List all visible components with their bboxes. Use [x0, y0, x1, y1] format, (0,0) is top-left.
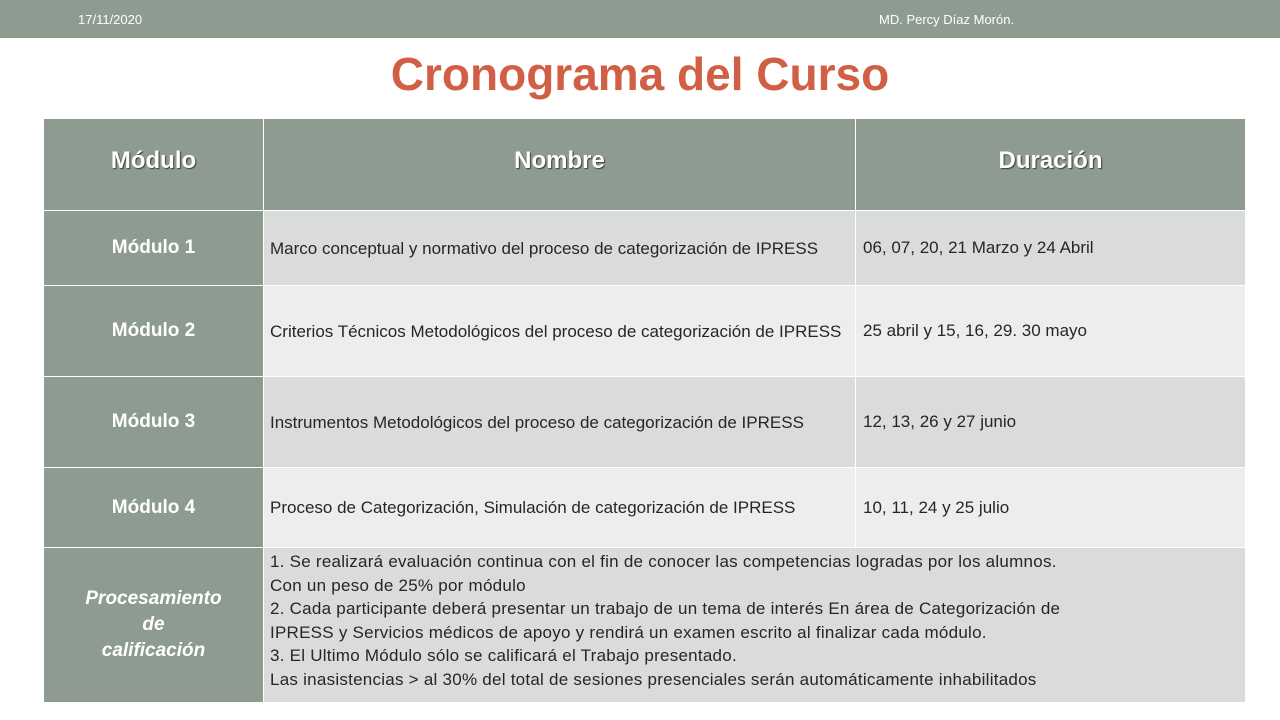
slide-date: 17/11/2020	[78, 12, 143, 27]
slide-title: Cronograma del Curso	[390, 48, 890, 100]
table-row	[44, 377, 1246, 468]
slide-author: MD. Percy Díaz Morón.	[879, 12, 1015, 27]
module-name-cell: Criterios Técnicos Metodológicos del proceso de categorización de IPRESS	[264, 286, 856, 377]
header-bar	[0, 0, 1280, 38]
module-duration-cell: 10, 11, 24 y 25 julio	[856, 468, 1246, 548]
grading-label-cell	[44, 548, 264, 703]
module-name-cell: Instrumentos Metodológicos del proceso de categorización de IPRESS	[264, 377, 856, 468]
grading-note-line: IPRESS y Servicios médicos de apoyo y rendirá un examen escrito al finalizar cada módulo.	[270, 622, 987, 642]
module-name-cell: Proceso de Categorización, Simulación de categorización de IPRESS	[264, 468, 856, 548]
grading-note-line: 2. Cada participante deberá presentar un trabajo de un tema de interés En área de Categorización de	[270, 599, 1061, 618]
grading-notes-cell	[264, 548, 1246, 703]
grading-row	[44, 548, 1246, 703]
module-duration-cell: 06, 07, 20, 21 Marzo y 24 Abril	[856, 211, 1246, 286]
table-header-row	[44, 119, 1246, 211]
module-cell: Módulo 1	[44, 211, 264, 286]
table-row	[44, 468, 1246, 548]
module-duration-cell: 12, 13, 26 y 27 junio	[856, 377, 1246, 468]
grading-note-line: Las inasistencias > al 30% del total de sesiones presenciales serán automáticamente inhabilitados	[270, 669, 1037, 689]
module-duration-cell: 25 abril y 15, 16, 29. 30 mayo	[856, 286, 1246, 377]
grading-label-line: Procesamiento	[85, 588, 222, 609]
module-cell: Módulo 3	[44, 377, 264, 468]
grading-note-line: Con un peso de 25% por módulo	[270, 575, 526, 595]
module-cell: Módulo 2	[44, 286, 264, 377]
column-header-nombre: Nombre	[264, 119, 856, 211]
schedule-table	[43, 118, 1246, 703]
grading-note-line: 3. El Ultimo Módulo sólo se calificará el Trabajo presentado.	[270, 646, 737, 665]
column-header-duracion: Duración	[856, 119, 1246, 211]
module-cell: Módulo 4	[44, 468, 264, 548]
grading-note-line: 1. Se realizará evaluación continua con el fin de conocer las competencias logradas por los alumnos.	[270, 552, 1057, 571]
module-name-cell: Marco conceptual y normativo del proceso de categorización de IPRESS	[264, 211, 856, 286]
grading-label-line: calificación	[101, 640, 206, 661]
grading-label-line: de	[142, 614, 165, 635]
table-row	[44, 211, 1246, 286]
table-row	[44, 286, 1246, 377]
column-header-modulo: Módulo	[44, 119, 264, 211]
